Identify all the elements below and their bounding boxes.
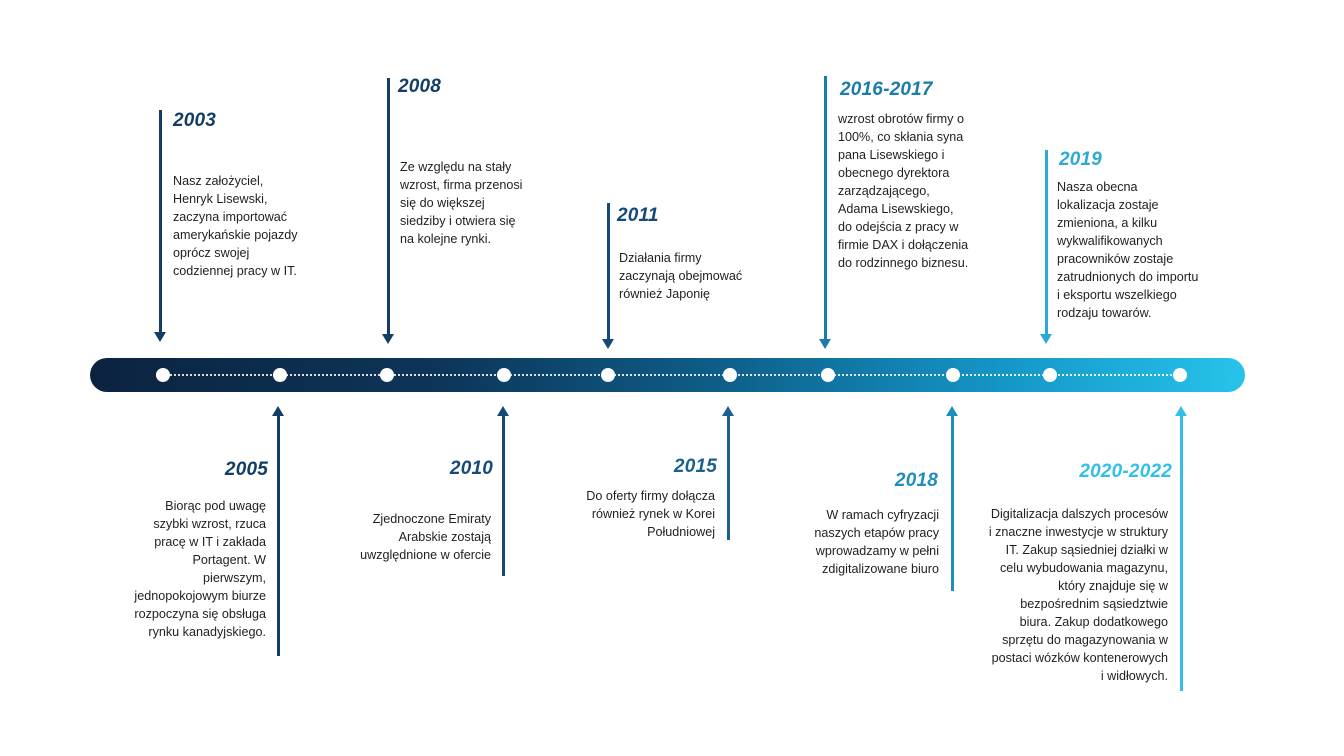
event-description-2019	[1057, 178, 1198, 322]
description-line: obecnego dyrektora	[838, 166, 950, 180]
arrow-up-icon	[1175, 406, 1187, 416]
event-year-2016-2017: 2016-2017	[840, 79, 933, 100]
description-line: Ze względu na stały	[400, 160, 512, 174]
description-line: W ramach cyfryzacji	[826, 508, 939, 522]
arrow-down-icon	[382, 334, 394, 344]
event-year-2005: 2005	[224, 459, 268, 480]
description-line: pierwszym,	[203, 571, 266, 585]
description-line: zdigitalizowane biuro	[822, 562, 939, 576]
description-line: oprócz swojej	[173, 246, 250, 260]
description-line: zarządzającego,	[838, 184, 930, 198]
description-line: Nasz założyciel,	[173, 174, 264, 188]
description-line: również Japonię	[619, 287, 711, 301]
description-line: Nasza obecna	[1057, 180, 1138, 194]
description-line: również rynek w Korei	[591, 507, 715, 521]
arrow-down-icon	[154, 332, 166, 342]
description-line: rozpoczyna się obsługa	[134, 607, 266, 621]
description-line: wzrost obrotów firmy o	[838, 112, 964, 126]
description-line: szybki wzrost, rzuca	[153, 517, 266, 531]
arrow-stem-2020-2022	[1180, 410, 1183, 691]
timeline-node-2016-2017	[821, 368, 835, 382]
event-description-2011	[619, 249, 742, 303]
description-line: Zjednoczone Emiraty	[372, 512, 491, 526]
timeline-node-2008	[380, 368, 394, 382]
description-line: i znaczne inwestycje w struktury	[988, 525, 1168, 539]
description-line: pracę w IT i zakłada	[154, 535, 266, 549]
description-line: biura. Zakup dodatkowego	[1019, 615, 1168, 629]
event-year-2015: 2015	[673, 456, 717, 477]
description-line: Arabskie zostają	[398, 530, 491, 544]
description-line: na kolejne rynki.	[400, 232, 492, 246]
description-line: lokalizacja zostaje	[1057, 198, 1159, 212]
description-line: Do oferty firmy dołącza	[586, 489, 715, 503]
description-line: naszych etapów pracy	[814, 526, 939, 540]
event-year-2011: 2011	[617, 205, 659, 226]
description-line: rodzaju towarów.	[1057, 306, 1152, 320]
event-description-2008	[400, 158, 522, 248]
arrow-stem-2018	[951, 410, 954, 591]
description-line: wprowadzamy w pełni	[815, 544, 939, 558]
description-line: zatrudnionych do importu	[1057, 270, 1199, 284]
arrow-down-icon	[602, 339, 614, 349]
description-line: jednopokojowym biurze	[134, 589, 266, 603]
description-line: Henryk Lisewski,	[173, 192, 268, 206]
description-line: bezpośrednim sąsiedztwie	[1020, 597, 1168, 611]
timeline-node-2010	[497, 368, 511, 382]
description-line: rynku kanadyjskiego.	[148, 625, 266, 639]
arrow-stem-2015	[727, 410, 730, 540]
description-line: pracowników zostaje	[1057, 252, 1174, 266]
arrow-up-icon	[722, 406, 734, 416]
timeline-dotted-line	[165, 374, 1180, 376]
arrow-stem-2005	[277, 410, 280, 656]
description-line: 100%, co skłania syna	[838, 130, 964, 144]
description-line: siedziby i otwiera się	[400, 214, 516, 228]
description-line: wykwalifikowanych	[1057, 234, 1163, 248]
description-line: który znajduje się w	[1058, 579, 1168, 593]
event-description-2003	[173, 172, 298, 280]
arrow-stem-2003	[159, 110, 162, 336]
description-line: amerykańskie pojazdy	[173, 228, 298, 242]
event-year-2019: 2019	[1059, 149, 1103, 170]
description-line: Południowej	[647, 525, 715, 539]
description-line: Adama Lisewskiego,	[838, 202, 954, 216]
description-line: uwzględnione w ofercie	[360, 548, 491, 562]
arrow-stem-2008	[387, 78, 390, 338]
arrow-stem-2011	[607, 203, 610, 343]
description-line: się do większej	[400, 196, 485, 210]
description-line: zaczynają obejmować	[619, 269, 743, 283]
description-line: postaci wózków kontenerowych	[991, 651, 1168, 665]
event-year-2003: 2003	[173, 110, 217, 131]
description-line: Portagent. W	[192, 553, 266, 567]
event-year-2018: 2018	[894, 470, 938, 491]
event-description-2020-2022	[989, 505, 1168, 685]
arrow-up-icon	[272, 406, 284, 416]
description-line: codziennej pracy w IT.	[173, 264, 297, 278]
event-description-2018	[814, 506, 939, 578]
arrow-stem-2019	[1045, 150, 1048, 338]
description-line: Digitalizacja dalszych procesów	[990, 507, 1168, 521]
description-line: i eksportu wszelkiego	[1057, 288, 1177, 302]
timeline-node-2015	[723, 368, 737, 382]
arrow-down-icon	[819, 339, 831, 349]
arrow-stem-2010	[502, 410, 505, 576]
event-description-2016-2017	[838, 110, 968, 272]
event-description-2010	[360, 510, 491, 564]
event-year-2010: 2010	[449, 458, 493, 479]
timeline-node-2018	[946, 368, 960, 382]
description-line: do odejścia z pracy w	[838, 220, 959, 234]
description-line: Biorąc pod uwagę	[165, 499, 266, 513]
description-line: zaczyna importować	[173, 210, 288, 224]
event-description-2015	[586, 487, 715, 541]
timeline-node-2011	[601, 368, 615, 382]
description-line: celu wybudowania magazynu,	[999, 561, 1168, 575]
description-line: Działania firmy	[619, 251, 702, 265]
description-line: sprzętu do magazynowania w	[1002, 633, 1168, 647]
timeline-node-2005	[273, 368, 287, 382]
description-line: zmieniona, a kilku	[1057, 216, 1158, 230]
timeline-node-2020-2022	[1173, 368, 1187, 382]
arrow-up-icon	[497, 406, 509, 416]
arrow-down-icon	[1040, 334, 1052, 344]
timeline-node-2003	[156, 368, 170, 382]
description-line: firmie DAX i dołączenia	[838, 238, 969, 252]
arrow-stem-2016-2017	[824, 76, 827, 343]
arrow-up-icon	[946, 406, 958, 416]
description-line: do rodzinnego biznesu.	[838, 256, 969, 270]
event-description-2005	[134, 497, 266, 641]
description-line: IT. Zakup sąsiedniej działki w	[1005, 543, 1168, 557]
timeline-node-2019	[1043, 368, 1057, 382]
description-line: i widłowych.	[1100, 669, 1168, 683]
event-year-2008: 2008	[398, 76, 442, 97]
description-line: pana Lisewskiego i	[838, 148, 945, 162]
event-year-2020-2022: 2020-2022	[1079, 461, 1172, 482]
description-line: wzrost, firma przenosi	[400, 178, 523, 192]
